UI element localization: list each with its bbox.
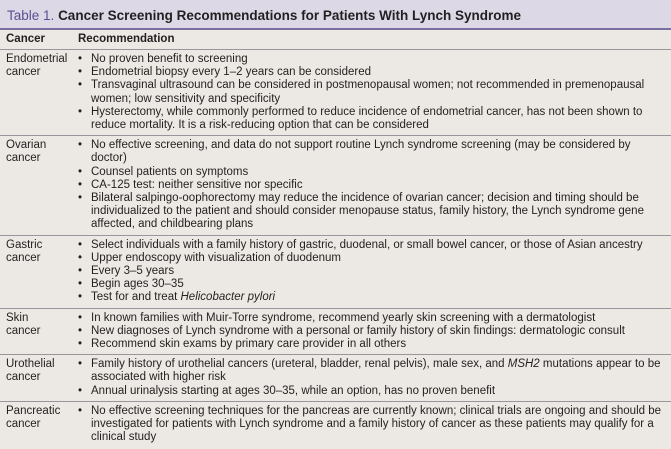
column-header-row	[0, 30, 671, 50]
table-row-endometrial	[0, 50, 671, 136]
recommendation-item: • CA-125 test: neither sensitive nor specific	[91, 179, 663, 192]
recommendation-cell	[74, 239, 671, 305]
recommendation-cell	[74, 358, 671, 398]
recommendation-item: • New diagnoses of Lynch syndrome with a personal or family history of skin findings: dermatologic consult	[91, 325, 663, 338]
item-italic-text: Helicobacter pylori	[180, 291, 276, 304]
recommendation-item: • Recommend skin exams by primary care provider in all others	[91, 338, 663, 351]
recommendation-item: • Transvaginal ultrasound can be considered in postmenopausal women; not recommended in premenopausal women; low sensitivity and specificity	[91, 79, 663, 105]
recommendation-cell	[74, 53, 671, 132]
table-label: Table 1.	[7, 8, 55, 23]
recommendation-item	[91, 358, 663, 384]
recommendation-cell	[74, 405, 671, 445]
table-row-skin	[0, 309, 671, 356]
table-row-urothelial	[0, 355, 671, 402]
cancer-cell: Skin cancer	[6, 311, 41, 337]
table-row-gastric	[0, 236, 671, 309]
recommendation-item: • Counsel patients on symptoms	[91, 166, 663, 179]
cancer-cell: Pancreatic cancer	[6, 404, 61, 431]
item-text: Family history of urothelial cancers (ureteral, bladder, renal pelvis), male sex, and	[91, 358, 508, 371]
item-italic-text: MSH2	[507, 358, 540, 371]
recommendation-item: • Endometrial biopsy every 1–2 years can be considered	[91, 66, 663, 79]
recommendation-item	[91, 291, 663, 304]
recommendation-cell	[74, 139, 671, 231]
recommendation-item: • In known families with Muir-Torre syndrome, recommend yearly skin screening with a dermatologist	[91, 312, 663, 325]
column-header-recommendation: Recommendation	[78, 33, 175, 45]
recommendation-item: • Hysterectomy, while commonly performed to reduce incidence of endometrial cancer, has not been shown to reduce mortality. It is a risk-reducing option that can be considered	[91, 106, 663, 132]
item-text: mutations appear to be associated with higher risk	[91, 358, 661, 384]
recommendation-item: • Annual urinalysis starting at ages 30–35, while an option, has no proven benefit	[91, 385, 663, 398]
cancer-cell: Gastric cancer	[6, 238, 43, 264]
recommendation-item: • Begin ages 30–35	[91, 278, 663, 291]
table-row-pancreatic	[0, 402, 671, 448]
recommendation-item: • No effective screening techniques for the pancreas are currently known; clinical trials are ongoing and should be investigated for patients with Lynch syndrome and a family history of cancer as these patients may qualify for a clinical study	[91, 405, 663, 445]
recommendation-item: • No effective screening, and data do not support routine Lynch syndrome screening (may be considered by doctor)	[91, 139, 663, 165]
recommendation-item: • Select individuals with a family history of gastric, duodenal, or small bowel cancer, or those of Asian ancestry	[91, 239, 663, 252]
cancer-cell: Ovarian cancer	[6, 139, 47, 165]
item-text: Test for and treat	[91, 291, 181, 304]
recommendation-item: • Upper endoscopy with visualization of duodenum	[91, 252, 663, 265]
table-title-bar	[0, 0, 671, 30]
table-title: Cancer Screening Recommendations for Patients With Lynch Syndrome	[58, 8, 522, 23]
cancer-cell: Endometrial cancer	[6, 53, 68, 79]
recommendation-item: • No proven benefit to screening	[91, 53, 663, 66]
column-header-cancer: Cancer	[6, 33, 45, 45]
table-row-ovarian	[0, 136, 671, 235]
recommendation-cell	[74, 312, 671, 352]
cancer-cell: Urothelial cancer	[6, 358, 55, 384]
recommendation-item: • Bilateral salpingo-oophorectomy may reduce the incidence of ovarian cancer; decision and timing should be individualized to the patient and should consider menopause status, family history, the Lynch syndrome gene affected, and childbearing plans	[91, 192, 663, 232]
recommendation-item: • Every 3–5 years	[91, 265, 663, 278]
